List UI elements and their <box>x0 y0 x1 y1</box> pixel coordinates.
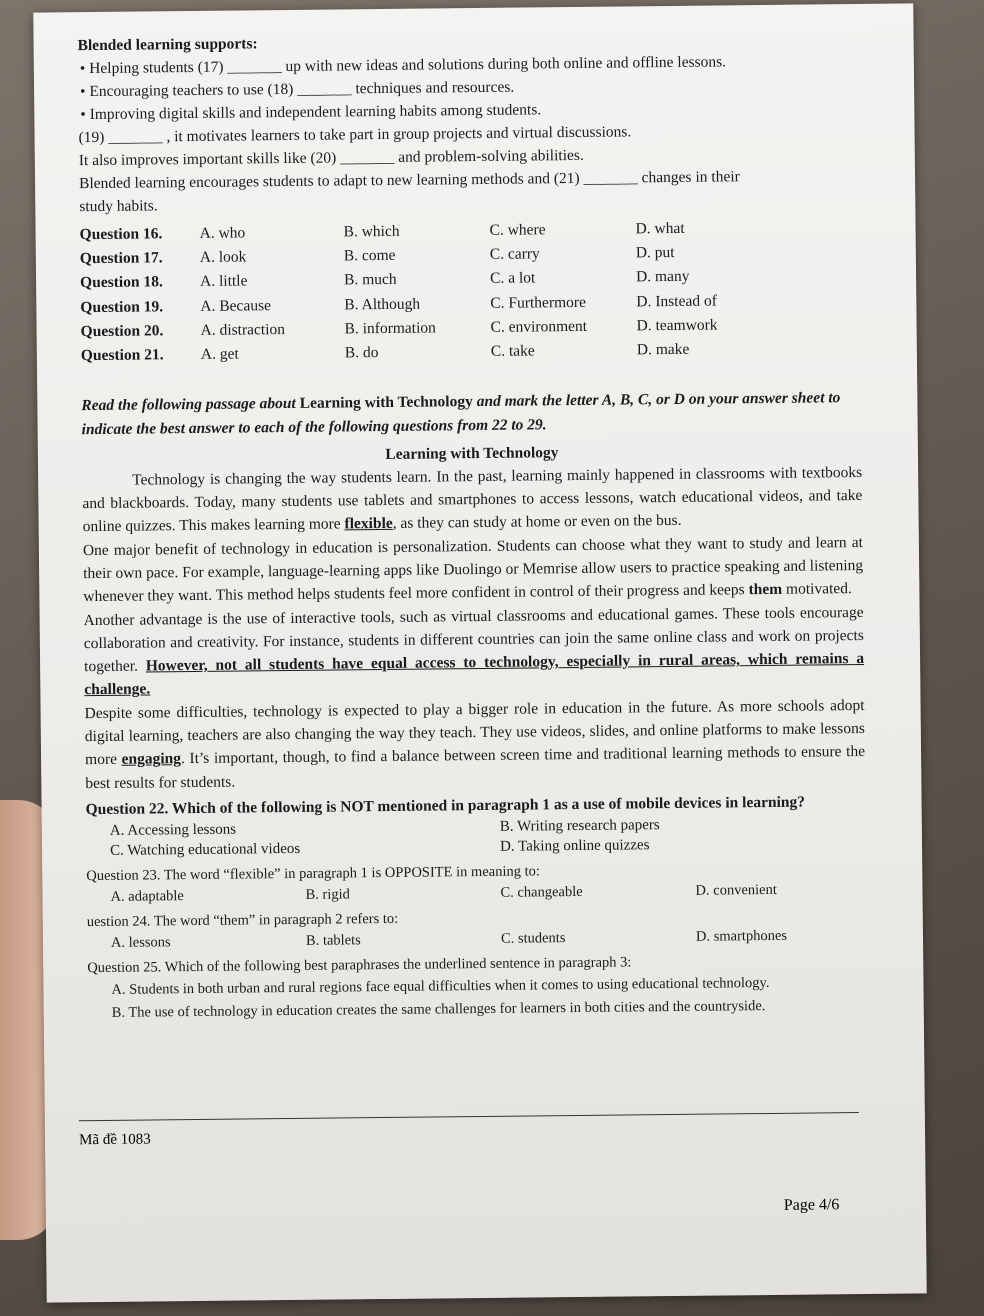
option-d: D. many <box>635 268 690 286</box>
question-label: Question 20. <box>80 322 164 340</box>
option-b: B. which <box>343 222 400 241</box>
option-d: D. make <box>636 340 690 359</box>
underlined-sentence: However, not all students have equal access to technology, especially in rural areas, which remains a challenge. <box>84 650 865 699</box>
option-c: C. a lot <box>489 269 536 288</box>
option-d: D. convenient <box>695 881 777 899</box>
word-them: them <box>748 581 783 599</box>
option-c: C. students <box>500 930 566 947</box>
question-label: Question 21. <box>80 346 164 365</box>
exam-page <box>33 3 926 1302</box>
option-b: B. Although <box>344 295 421 313</box>
option-a: A. Accessing lessons <box>109 821 237 839</box>
cloze-bullet-2: • Encouraging teachers to use (18) _______ techniques and resources. <box>80 78 515 101</box>
option-d: D. Instead of <box>636 292 717 310</box>
question-23-stem: Question 23. The word “flexible” in paragraph 1 is OPPOSITE in meaning to: <box>86 863 540 885</box>
option-a: A. look <box>199 248 247 266</box>
cloze-line-end: study habits. <box>79 197 158 216</box>
p1-text-after: , as they can study at home or even on the bus. <box>392 512 682 533</box>
footer-divider <box>79 1112 859 1121</box>
cloze-questions <box>79 214 860 368</box>
option-a: A. get <box>200 345 239 364</box>
p1-text-before: Technology is changing the way students learn. In the past, learning mainly happened in classrooms with textbooks and blackboards. Today, many students use tablets and smartphones to access lessons, watch educational videos, and take online quizzes. This makes learning more <box>82 463 863 536</box>
exam-code: Mã đề 1083 <box>78 1131 151 1149</box>
passage-paragraph-3 <box>84 601 865 702</box>
cloze-heading: Blended learning supports: <box>77 35 258 55</box>
option-d: D. teamwork <box>636 316 718 335</box>
question-label: Question 18. <box>80 273 163 292</box>
word-engaging: engaging <box>121 750 182 769</box>
question-25-option-a: A. Students in both urban and rural regions face equal difficulties when it comes to using educational technology. <box>111 974 770 998</box>
option-c: C. Watching educational videos <box>109 840 301 859</box>
cloze-bullet-3: • Improving digital skills and independent learning habits among students. <box>80 101 542 124</box>
option-d: D. Taking online quizzes <box>499 837 650 855</box>
option-c: C. carry <box>489 245 540 263</box>
option-c: C. Furthermore <box>490 293 586 312</box>
cloze-line-20: It also improves important skills like (20) _______ and problem-solving abilities. <box>78 146 584 170</box>
option-a: A. who <box>199 224 246 242</box>
question-25-stem: Question 25. Which of the following best paraphrases the underlined sentence in paragraph 3: <box>87 954 632 977</box>
question-label: Question 16. <box>79 224 163 243</box>
cloze-line-19: (19) _______ , it motivates learners to take part in group projects and virtual discussions. <box>78 123 632 147</box>
option-b: B. tablets <box>305 932 361 949</box>
option-b: B. do <box>344 344 379 362</box>
p3-text-before: Another advantage is the use of interactive tools, such as virtual classrooms and educational games. These tools encourage collaboration and creativity. For instance, students in different countries can join the same online class and work on projects together. <box>83 603 864 676</box>
question-label: Question 17. <box>79 249 163 268</box>
p2-text-before: One major benefit of technology in education is personalization. Students can choose what they want to study and learn at their own pace. For example, language-learning apps like Duolingo or Memrise allow users to practice speaking and listening whenever they want. This method helps students feel more confident in control of their progress and keeps <box>82 533 864 606</box>
option-d: D. smartphones <box>695 927 788 945</box>
option-c: C. environment <box>490 317 588 336</box>
instruction-topic: Learning with Technology <box>299 392 473 412</box>
option-d: D. what <box>635 219 685 237</box>
option-b: B. information <box>344 319 436 338</box>
passage-paragraph-4 <box>84 694 865 795</box>
option-c: C. where <box>489 220 546 239</box>
question-22-options <box>86 813 866 861</box>
option-a: A. little <box>200 272 248 291</box>
option-a: A. lessons <box>110 934 171 951</box>
reading-instruction <box>81 386 861 442</box>
option-a: A. distraction <box>200 320 286 339</box>
instruction-part-2: and mark the letter A, B, C, or D on your answer sheet to indicate the best answer to each of the following questions from 22 to 29. <box>81 388 841 438</box>
cloze-bullet-1: • Helping students (17) _______ up with new ideas and solutions during both online and offline lessons. <box>79 53 727 78</box>
option-b: B. Writing research papers <box>499 817 660 835</box>
option-b: B. rigid <box>305 886 350 903</box>
question-22-stem: Question 22. Which of the following is NOT mentioned in paragraph 1 as a use of mobile devices in learning? <box>85 793 806 819</box>
p4-text-after: . It’s important, though, to find a balance between screen time and traditional learning methods to ensure the best results for students. <box>85 743 866 792</box>
page-number: Page 4/6 <box>783 1196 840 1214</box>
passage-title: Learning with Technology <box>385 443 559 463</box>
page-content <box>77 26 867 1026</box>
instruction-part-1: Read the following passage about <box>81 394 300 414</box>
question-24-stem: uestion 24. The word “them” in paragraph 2 refers to: <box>86 910 399 931</box>
option-b: B. much <box>343 271 397 289</box>
word-flexible: flexible <box>344 515 393 533</box>
option-a: A. Because <box>200 296 272 315</box>
cloze-line-21: Blended learning encourages students to adapt to new learning methods and (21) _______ changes in their <box>78 168 740 193</box>
passage-paragraph-2 <box>83 531 864 609</box>
question-label: Question 19. <box>80 297 164 316</box>
option-a: A. adaptable <box>110 888 184 905</box>
p4-text-before: Despite some difficulties, technology is expected to play a bigger role in education in the future. As more schools adopt digital learning, teachers are also changing the way they teach. They use videos, slides, and online platforms to make lessons more <box>84 696 865 769</box>
p2-text-after: motivated. <box>782 580 852 599</box>
option-c: C. changeable <box>500 883 583 901</box>
question-25-option-b: B. The use of technology in education creates the same challenges for learners in both cities and the countryside. <box>111 998 766 1022</box>
option-c: C. take <box>490 342 535 360</box>
option-b: B. come <box>343 246 396 265</box>
option-d: D. put <box>635 243 675 262</box>
passage-paragraph-1 <box>82 461 863 539</box>
